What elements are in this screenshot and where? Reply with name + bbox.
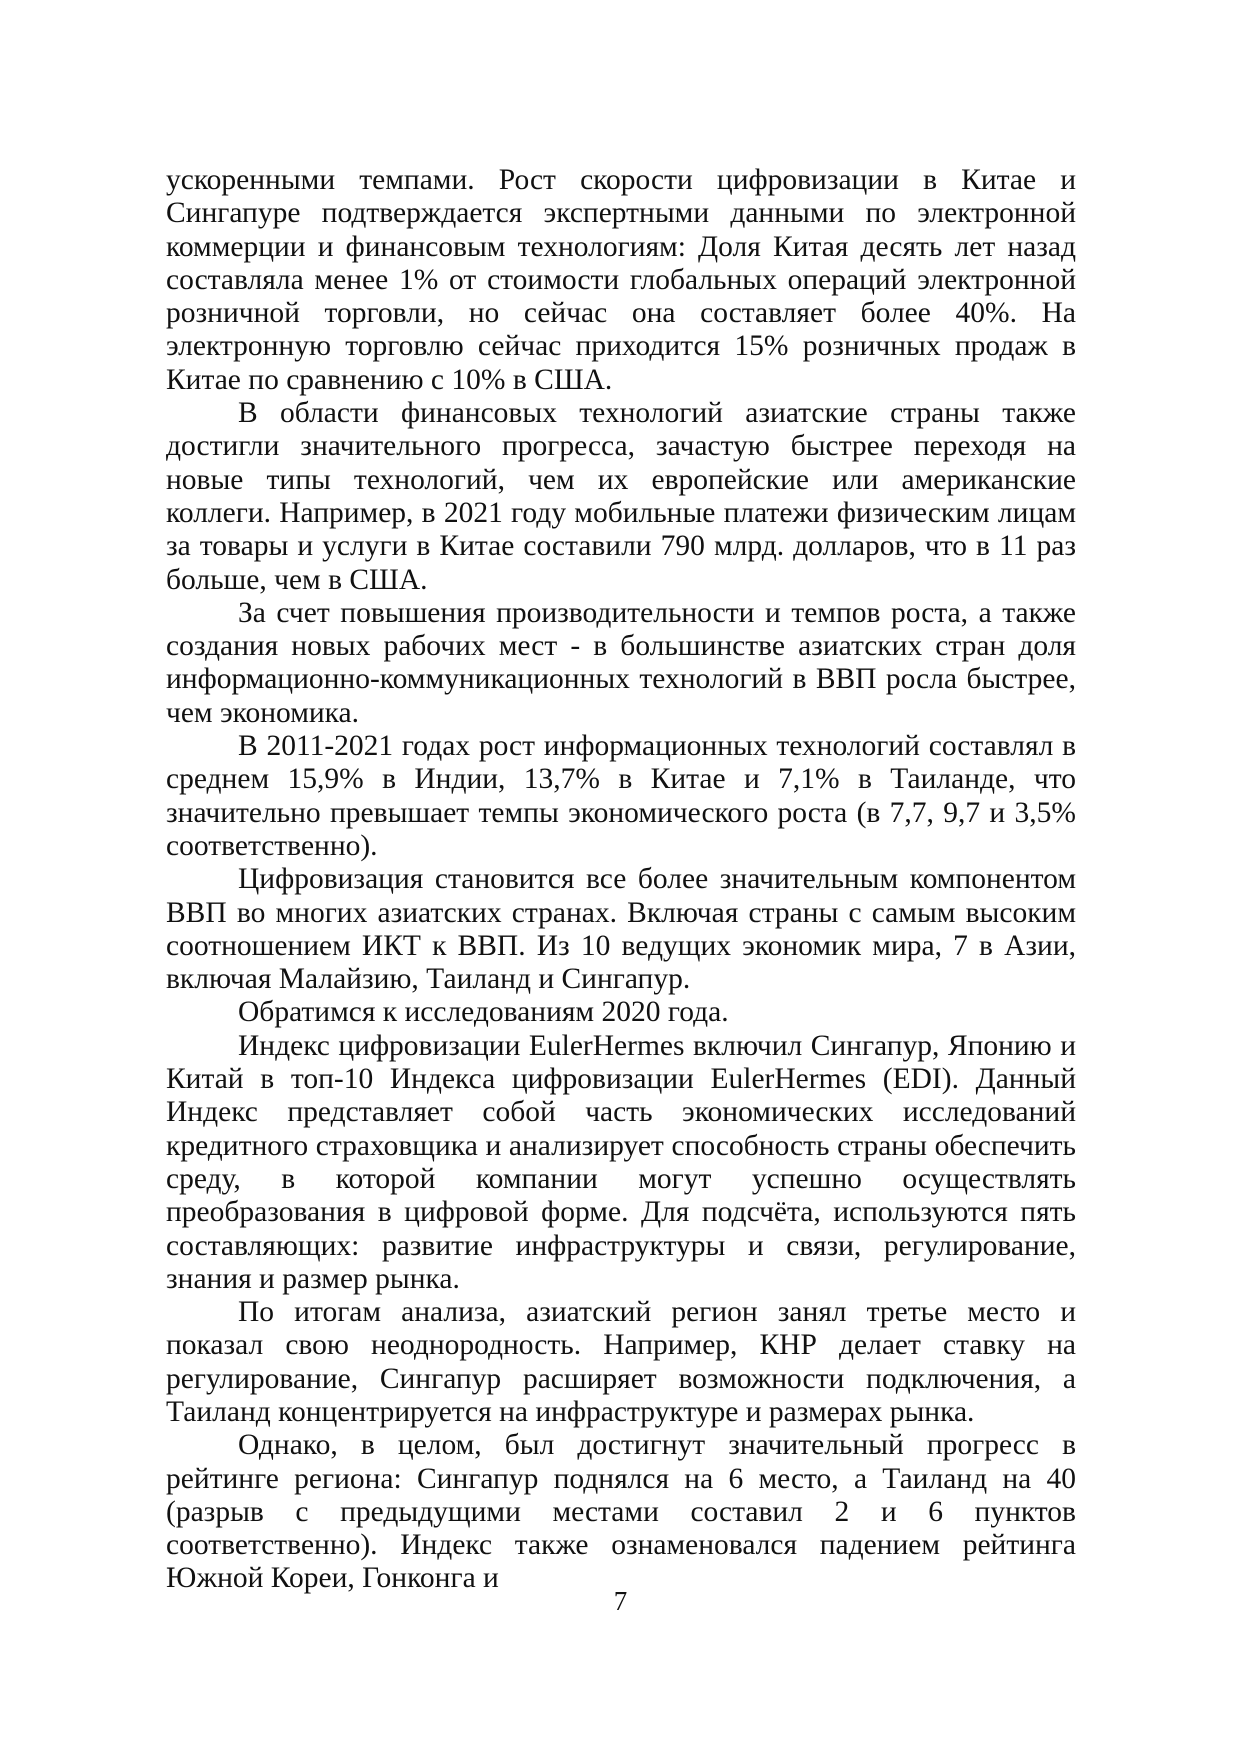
paragraph-continuation: ускоренными темпами. Рост скорости цифровизации в Китае и Сингапуре подтверждается экспертными данными по электронной коммерции и финансовым технологиям: Доля Китая десять лет назад составляла менее 1% от стоимости глобальных операций электронной розничной торговли, но сейчас она составляет более 40%. На электронную торговлю сейчас приходится 15% розничных продаж в Китае по сравнению с 10% в США.	[166, 164, 1076, 396]
paragraph-eulerhermes-index: Индекс цифровизации EulerHermes включил Сингапур, Японию и Китай в топ-10 Индекса цифровизации EulerHermes (EDI). Данный Индекс представляет собой часть экономических исследований кредитного страховщика и анализирует способность страны обеспечить среду, в которой компании могут успешно осуществлять преобразования в цифровой форме. Для подсчёта, используются пять составляющих: развитие инфраструктуры и связи, регулирование, знания и размер рынка.	[166, 1029, 1076, 1295]
page-number: 7	[613, 1586, 628, 1616]
paragraph-research-2020: Обратимся к исследованиям 2020 года.	[238, 996, 729, 1029]
body-text	[166, 164, 1076, 1596]
paragraph-digitalization-gdp: Цифровизация становится все более значительным компонентом ВВП во многих азиатских странах. Включая страны с самым высоким соотношением ИКТ к ВВП. Из 10 ведущих экономик мира, 7 в Азии, включая Малайзию, Таиланд и Сингапур.	[166, 863, 1076, 996]
paragraph-ranking-progress: Однако, в целом, был достигнут значительный прогресс в рейтинге региона: Сингапур поднялся на 6 место, а Таиланд на 40 (разрыв с предыдущими местами составил 2 и 6 пунктов соответственно). Индекс также ознаменовался падением рейтинга Южной Кореи, Гонконга и	[166, 1429, 1076, 1595]
paragraph-fintech: В области финансовых технологий азиатские страны также достигли значительного прогресса, зачастую быстрее переходя на новые типы технологий, чем их европейские или американские коллеги. Например, в 2021 году мобильные платежи физическим лицам за товары и услуги в Китае составили 790 млрд. долларов, что в 11 раз больше, чем в США.	[166, 397, 1076, 596]
paragraph-analysis-results: По итогам анализа, азиатский регион занял третье место и показал свою неоднородность. Например, КНР делает ставку на регулирование, Сингапур расширяет возможности подключения, а Таиланд концентрируется на инфраструктуре и размерах рынка.	[166, 1296, 1076, 1428]
paragraph-it-growth: В 2011-2021 годах рост информационных технологий составлял в среднем 15,9% в Индии, 13,7% в Китае и 7,1% в Таиланде, что значительно превышает темпы экономического роста (в 7,7, 9,7 и 3,5% соответственно).	[166, 730, 1076, 862]
paragraph-ict-share: За счет повышения производительности и темпов роста, а также создания новых рабочих мест - в большинстве азиатских стран доля информационно-коммуникационных технологий в ВВП росла быстрее, чем экономика.	[166, 596, 1076, 729]
